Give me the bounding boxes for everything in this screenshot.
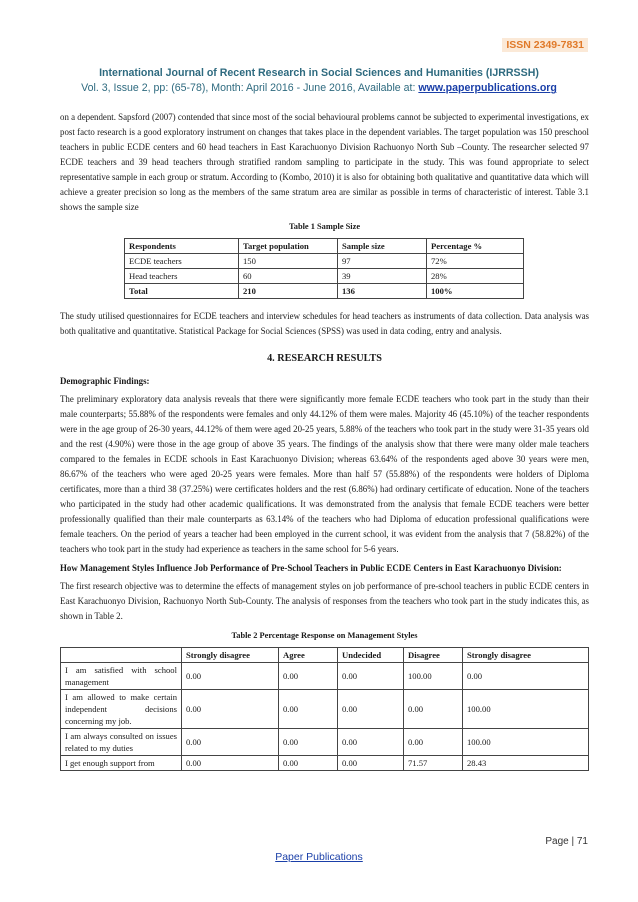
table-row xyxy=(125,269,524,284)
table-row xyxy=(61,663,589,690)
table-cell: 100.00 xyxy=(463,729,589,756)
table-cell: 0.00 xyxy=(463,663,589,690)
table-cell: Head teachers xyxy=(125,269,239,284)
table-row xyxy=(61,756,589,771)
table-cell: 0.00 xyxy=(182,756,279,771)
issn-badge: ISSN 2349-7831 xyxy=(502,38,588,52)
journal-title: International Journal of Recent Research in Social Sciences and Humanities (IJRRSSH) xyxy=(99,67,539,79)
table-cell: 28% xyxy=(427,269,524,284)
table-cell: 60 xyxy=(239,269,338,284)
table-header-cell: Disagree xyxy=(404,648,463,663)
table-header-cell: Sample size xyxy=(338,239,427,254)
table-header-cell: Agree xyxy=(279,648,338,663)
table-cell: 0.00 xyxy=(182,729,279,756)
table-cell: 0.00 xyxy=(279,729,338,756)
table-header-cell: Strongly disagree xyxy=(182,648,279,663)
table-cell: 0.00 xyxy=(338,729,404,756)
table2-caption: Table 2 Percentage Response on Management Styles xyxy=(231,631,418,640)
table-header-row xyxy=(125,239,524,254)
table-cell: 100.00 xyxy=(463,690,589,729)
table-cell: 0.00 xyxy=(182,663,279,690)
subheading-management: How Management Styles Influence Job Performance of Pre-School Teachers in Public ECDE Centers in East Karachuonyo Division: xyxy=(60,563,562,573)
table-cell: 97 xyxy=(338,254,427,269)
publisher-link[interactable]: Paper Publications xyxy=(275,851,363,863)
table-cell: 210 xyxy=(239,284,338,299)
table-cell: 0.00 xyxy=(279,690,338,729)
journal-url-link[interactable]: www.paperpublications.org xyxy=(418,82,557,94)
table-cell: 28.43 xyxy=(463,756,589,771)
paragraph-methodology: on a dependent. Sapsford (2007) contended that since most of the social behavioural problems cannot be subjected to experimental investigations, ex post facto research is a good exploratory instrument on changes that takes place in the dependent variables. The target population was 150 preschool teachers in public ECDE centers and 60 head teachers in East Karachuonyo Division Rachuonyo North Sub –County. The researcher selected 97 ECDE teachers and 39 head teachers through stratified random sampling to participate in the study. This was found appropriate to select representative sample in each group or stratum. According to (Kombo, 2010) it is also for obtaining both qualitative and quantitative data which will achieve a greater precision so long as the members of the same stratum area are similar as possible in terms of characteristic of interest. Table 3.1 shows the sample size xyxy=(60,112,589,212)
table-cell: 0.00 xyxy=(338,663,404,690)
journal-header xyxy=(40,66,598,96)
table-cell: 136 xyxy=(338,284,427,299)
volume-info: Vol. 3, Issue 2, pp: (65-78), Month: April 2016 - June 2016, Available at: xyxy=(81,82,419,94)
management-styles-table xyxy=(60,647,589,771)
table-header-cell: Strongly disagree xyxy=(463,648,589,663)
table-header-cell: Respondents xyxy=(125,239,239,254)
table-cell: I get enough support from xyxy=(61,756,182,771)
table-cell: ECDE teachers xyxy=(125,254,239,269)
table-header-cell: Target population xyxy=(239,239,338,254)
table-row xyxy=(125,254,524,269)
table-cell: I am allowed to make certain independent decisions concerning my job. xyxy=(61,690,182,729)
table-cell: 0.00 xyxy=(404,690,463,729)
table-cell: I am satisfied with school management xyxy=(61,663,182,690)
table-total-row xyxy=(125,284,524,299)
table-header-cell: Percentage % xyxy=(427,239,524,254)
table-cell: 0.00 xyxy=(338,756,404,771)
table-row xyxy=(61,729,589,756)
sample-size-table xyxy=(124,238,524,299)
table-cell: Total xyxy=(125,284,239,299)
paragraph-demographic: The preliminary exploratory data analysis reveals that there were significantly more female ECDE teachers who took part in the study than their male counterparts; 55.88% of the respondents were females and only 44.12% of them were males. Majority 46 (45.10%) of the teacher respondents were in the age group of 26-30 years, 44.12% of them were aged 20-25 years, 5.88% of the teachers who took part in the study were 31-35 years old and the rest (4.90%) were those in the age group of above 35 years. The findings of the analysis show that there were many older male teachers compared to the females in ECDE schools in East Karachuonyo Division; whereas 63.64% of the respondents aged above 30 years were men, 86.67% of the teachers who were aged 20-25 years were females. More than half 57 (55.88%) of the respondents were holders of Diploma certificates, more than a third 38 (37.25%) were certificates holders and the rest (6.86%) had ordinary certificate of education. None of the teachers who participated in the study had other academic qualifications. It was demonstrated from the analysis that female ECDE teachers were better professionally qualified than their male counterparts as 63.14% of the teachers who had Diploma of education professional qualifications were female teachers. On the period of years a teacher had been employed in the current school, it was evident from the analysis that 7 (58.82%) of the teachers who took part in the study had experience as teachers in the same school for 5-6 years. xyxy=(60,394,589,554)
table-cell: 0.00 xyxy=(404,729,463,756)
table-cell: 100% xyxy=(427,284,524,299)
table1-caption: Table 1 Sample Size xyxy=(288,222,361,231)
table-header-row xyxy=(61,648,589,663)
table-cell: 0.00 xyxy=(182,690,279,729)
table-cell: 0.00 xyxy=(279,756,338,771)
paragraph-objective: The first research objective was to determine the effects of management styles on job performance of pre-school teachers in public ECDE centers in East Karachuonyo Division, Rachuonyo North Sub-County. The analysis of responses from the teachers who took part in the study indicates this, as shown in Table 2. xyxy=(60,581,589,621)
table-cell: 0.00 xyxy=(338,690,404,729)
table-cell: 72% xyxy=(427,254,524,269)
page-number: Page | 71 xyxy=(545,836,588,847)
table-cell: 100.00 xyxy=(404,663,463,690)
article-body xyxy=(60,110,589,771)
table-cell: 39 xyxy=(338,269,427,284)
paragraph-instruments: The study utilised questionnaires for ECDE teachers and interview schedules for head teachers as instruments of data collection. Data analysis was both qualitative and quantitative. Statistical Package for Social Sciences (SPSS) was used in data coding, entry and analysis. xyxy=(60,311,589,336)
section-heading: 4. RESEARCH RESULTS xyxy=(267,353,382,364)
table-header-cell: Undecided xyxy=(338,648,404,663)
volume-line xyxy=(40,81,598,96)
table-cell: 71.57 xyxy=(404,756,463,771)
table-cell: 150 xyxy=(239,254,338,269)
subheading-demographic: Demographic Findings: xyxy=(60,376,150,386)
table-cell: 0.00 xyxy=(279,663,338,690)
table-row xyxy=(61,690,589,729)
table-cell: I am always consulted on issues related to my duties xyxy=(61,729,182,756)
table-header-cell xyxy=(61,648,182,663)
